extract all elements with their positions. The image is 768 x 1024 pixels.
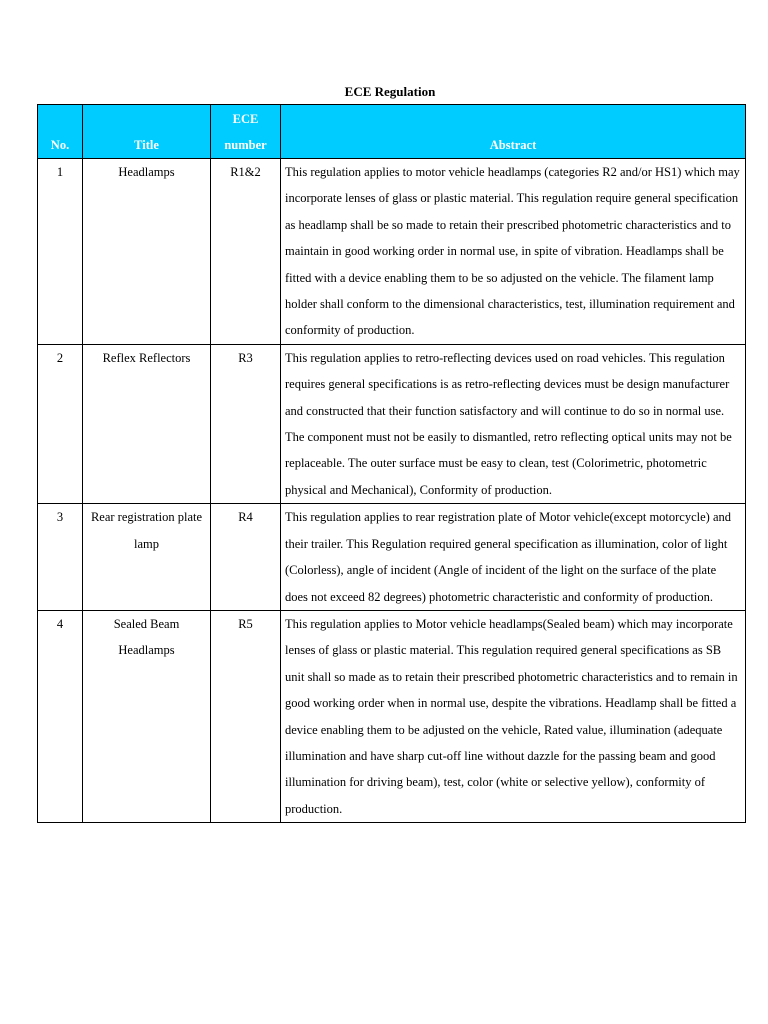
- cell-abstract: This regulation applies to Motor vehicle headlamps(Sealed beam) which may incorporate lenses of glass or plastic material. This regulation required general specifications as SB unit shall so made as to retain their prescribed photometric characteristics and to remain in good working order when in normal use, despite the vibrations. Headlamp shall be fitted a device enabling them to be adjusted on the vehicle, Rated value, illumination (adequate illumination and have sharp cut-off line without dazzle for the passing beam and good illumination for driving beam), test, color (white or selective yellow), conformity of production.: [281, 610, 746, 822]
- cell-ece-number: R4: [211, 504, 281, 611]
- header-no: No.: [38, 105, 83, 159]
- cell-abstract: This regulation applies to motor vehicle headlamps (categories R2 and/or HS1) which may incorporate lenses of glass or plastic material. This regulation require general specification as headlamp shall be so made to retain their prescribed photometric characteristics and to maintain in good working order in normal use, in spite of vibration. Headlamps shall be fitted with a device enabling them to be so adjusted on the vehicle. The filament lamp holder shall conform to the dimensional characteristics, test, illumination requirement and conformity of production.: [281, 159, 746, 345]
- cell-ece-number: R5: [211, 610, 281, 822]
- header-ece-line2: number: [224, 138, 267, 152]
- cell-title: Reflex Reflectors: [83, 344, 211, 503]
- cell-abstract: This regulation applies to rear registration plate of Motor vehicle(except motorcycle) and their trailer. This Regulation required general specification as illumination, color of light (Colorless), angle of incident (Angle of incident of the light on the surface of the plate does not exceed 82 degrees) photometric characteristic and conformity of production.: [281, 504, 746, 611]
- cell-no: 2: [38, 344, 83, 503]
- cell-ece-number: R1&2: [211, 159, 281, 345]
- header-abstract: Abstract: [281, 105, 746, 159]
- cell-no: 4: [38, 610, 83, 822]
- table-row: [38, 159, 746, 345]
- table-header-row: [38, 105, 746, 159]
- header-title: Title: [83, 105, 211, 159]
- cell-no: 1: [38, 159, 83, 345]
- cell-no: 3: [38, 504, 83, 611]
- regulation-table: [37, 104, 746, 823]
- table-row: [38, 504, 746, 611]
- cell-title: Sealed Beam Headlamps: [83, 610, 211, 822]
- cell-title: Rear registration plate lamp: [83, 504, 211, 611]
- document-title: ECE Regulation: [344, 84, 436, 99]
- header-ece-number: [211, 105, 281, 159]
- table-row: [38, 610, 746, 822]
- table-row: [38, 344, 746, 503]
- header-ece-line1: ECE: [232, 112, 259, 126]
- cell-ece-number: R3: [211, 344, 281, 503]
- cell-title: Headlamps: [83, 159, 211, 345]
- cell-abstract: This regulation applies to retro-reflecting devices used on road vehicles. This regulation requires general specifications is as retro-reflecting devices must be design manufacturer and constructed that their function satisfactory and will continue to do so in normal use. The component must not be easily to dismantled, retro reflecting optical units may not be replaceable. The outer surface must be easy to clean, test (Colorimetric, photometric physical and Mechanical), Conformity of production.: [281, 344, 746, 503]
